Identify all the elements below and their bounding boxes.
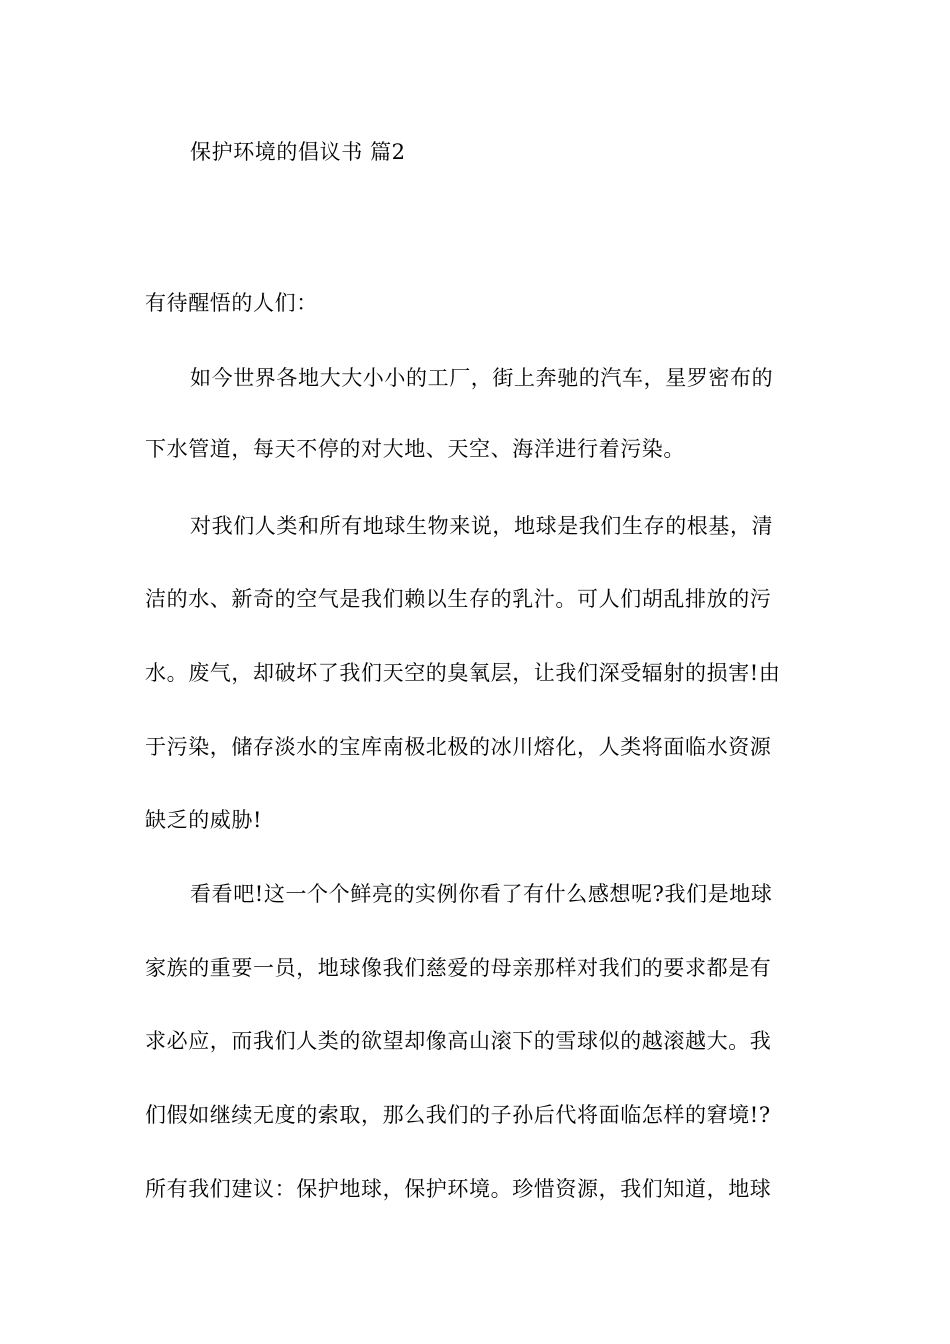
paragraph-line: 所有我们建议：保护地球，保护环境。珍惜资源，我们知道，地球 (145, 1177, 772, 1201)
paragraph-line: 缺乏的威胁! (145, 808, 263, 832)
paragraph-line: 如今世界各地大大小小的工厂，街上奔驰的汽车，星罗密布的 (190, 366, 774, 390)
paragraph-line: 下水管道，每天不停的对大地、天空、海洋进行着污染。 (145, 437, 685, 461)
paragraph-line: 求必应，而我们人类的欲望却像高山滚下的雪球似的越滚越大。我 (145, 1029, 772, 1053)
paragraph-line: 于污染，储存淡水的宝库南极北极的冰川熔化，人类将面临水资源 (145, 735, 772, 759)
paragraph-line: 洁的水、新奇的空气是我们赖以生存的乳汁。可人们胡乱排放的污 (145, 587, 772, 611)
salutation: 有待醒悟的人们： (145, 291, 318, 315)
document-title: 保护环境的倡议书 篇2 (190, 140, 406, 164)
paragraph-line: 们假如继续无度的索取，那么我们的子孙后代将面临怎样的窘境!? (145, 1103, 771, 1127)
paragraph-line: 对我们人类和所有地球生物来说，地球是我们生存的根基，清 (190, 514, 774, 538)
paragraph-line: 水。废气，却破坏了我们天空的臭氧层，让我们深受辐射的损害!由 (145, 661, 781, 685)
paragraph-line: 家族的重要一员，地球像我们慈爱的母亲那样对我们的要求都是有 (145, 956, 772, 980)
paragraph-line: 看看吧!这一个个鲜亮的实例你看了有什么感想呢?我们是地球 (190, 882, 773, 906)
